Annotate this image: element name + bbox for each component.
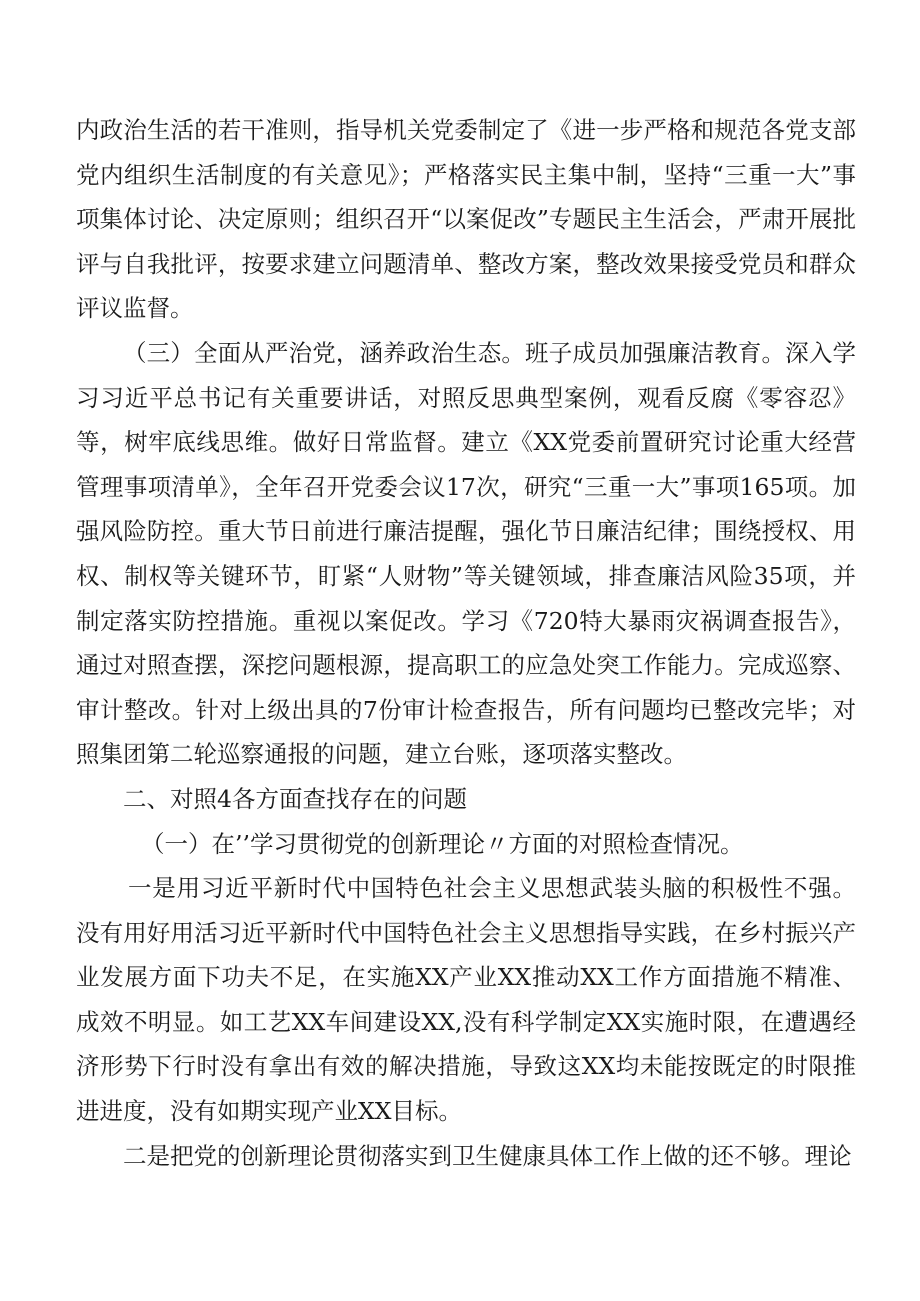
section-heading-two: 二、对照4各方面查找存在的问题 [123,784,467,813]
paragraph-point-two: 二是把党的创新理论贯彻落实到卫生健康具体工作上做的还不够。理论 [123,1141,852,1170]
paragraph-continuation: 内政治生活的若干准则，指导机关党委制定了《进一步严格和规范各党支部党内组织生活制度的有关意见》；严格落实民主集中制，坚持“三重一大”事项集体讨论、决定原则；组织召开“以案促改”专题民主生活会，严肃开展批评与自我批评，按要求建立问题清单、整改方案，整改效果接受党员和群众评议监督。 [76,116,856,323]
paragraph-point-one: 一是用习近平新时代中国特色社会主义思想武装头脑的积极性不强。没有用好用活习近平新时代中国特色社会主义思想指导实践，在乡村振兴产业发展方面下功夫不足，在实施XX产业XX推动XX工作方面措施不精准、成效不明显。如工艺XX车间建设XX,没有科学制定XX实施时限，在遭遇经济形势下行时没有拿出有效的解决措施，导致这XX均未能按既定的时限推进进度，没有如期实现产业XX目标。 [76,874,856,1126]
paragraph-section-three: （三）全面从严治党，涵养政治生态。班子成员加强廉洁教育。深入学习习近平总书记有关重要讲话，对照反思典型案例，观看反腐《零容忍》等，树牢底线思维。做好日常监督。建立《XX党委前置研究讨论重大经营管理事项清单》，全年召开党委会议17次，研究“三重一大”事项165项。加强风险防控。重大节日前进行廉洁提醒，强化节日廉洁纪律；围绕授权、用权、制权等关键环节，盯紧“人财物”等关键领域，排查廉洁风险35项，并制定落实防控措施。重视以案促改。学习《720特大暴雨灾祸调查报告》，通过对照查摆，深挖问题根源，提高职工的应急处突工作能力。完成巡察、审计整改。针对上级出具的7份审计检查报告，所有问题均已整改完毕；对照集团第二轮巡察通报的问题，建立台账，逐项落实整改。 [76,338,856,769]
subsection-heading-one: （一）在’’学习贯彻党的创新理论〃方面的对照检查情况。 [141,829,744,858]
